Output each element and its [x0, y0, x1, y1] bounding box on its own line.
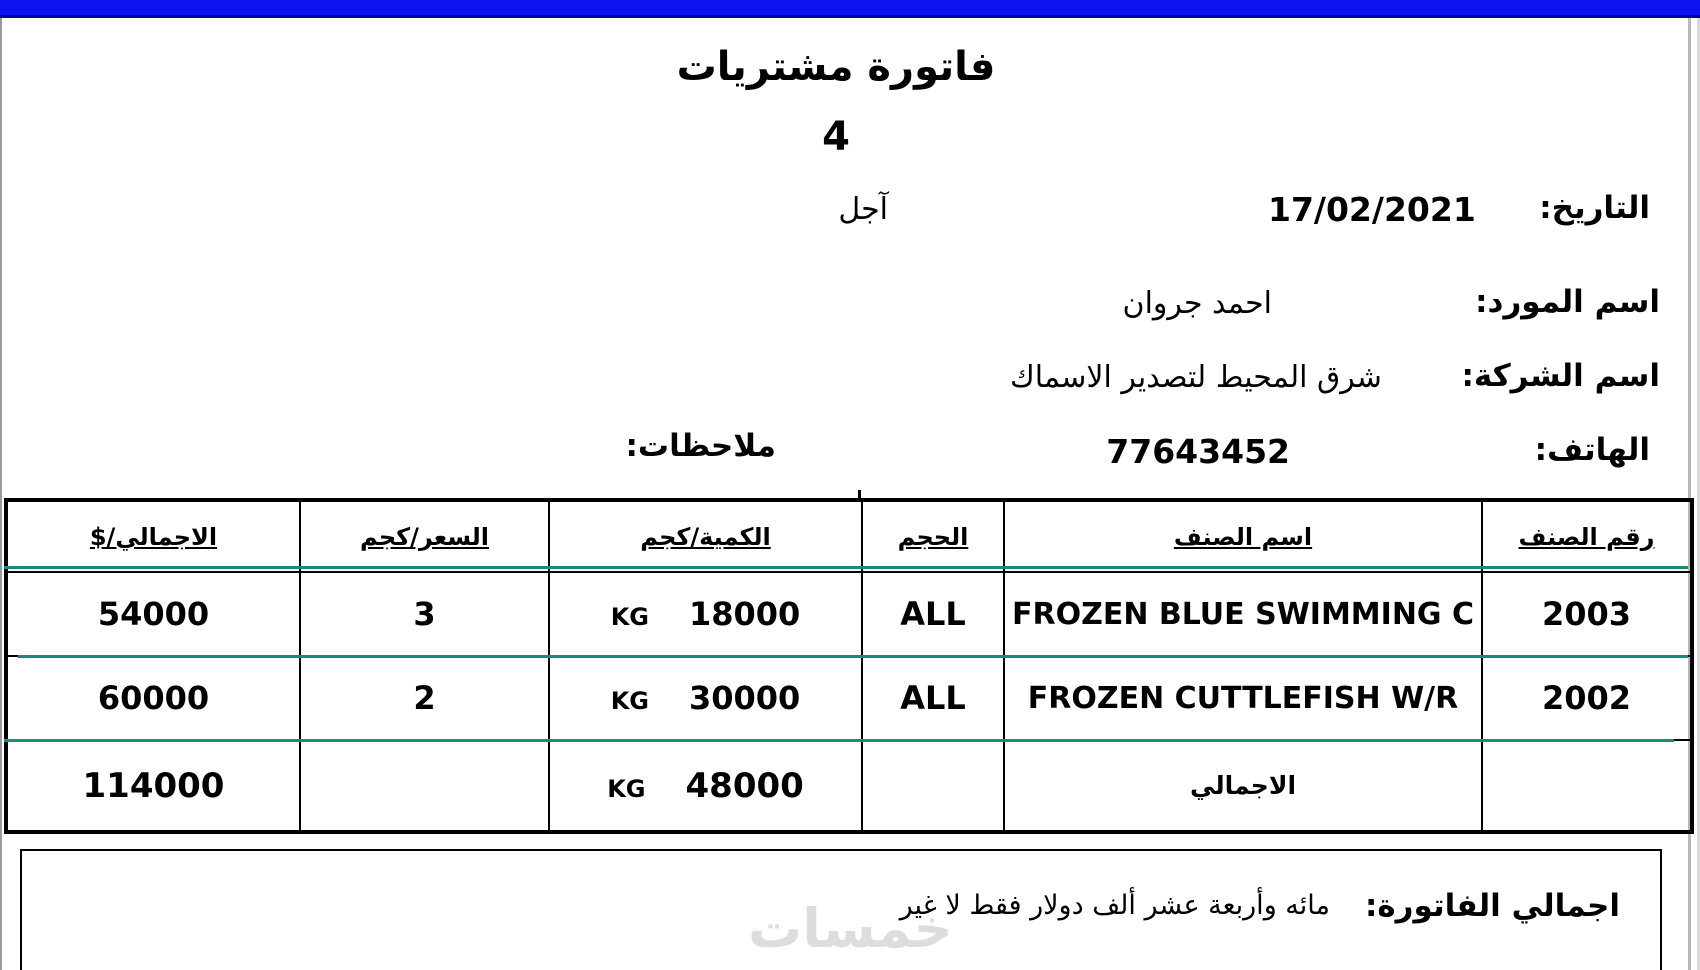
table-header-row: [6, 500, 1692, 572]
cell-unit: KG: [610, 687, 649, 715]
total-unit: KG: [607, 774, 646, 803]
summary-label: اجمالي الفاتورة:: [1364, 888, 1620, 924]
cell-total: 60000: [6, 656, 300, 740]
supplier-label: اسم المورد:: [1475, 284, 1660, 320]
phone-value: 77643452: [1106, 432, 1290, 471]
cell-size: ALL: [862, 572, 1004, 656]
company-value: شرق المحيط لتصدير الاسماك: [1010, 360, 1382, 395]
cell-qty: [549, 572, 862, 656]
items-table: [4, 498, 1694, 834]
payment-type: آجل: [838, 192, 888, 227]
table-row: [6, 572, 1692, 656]
cell-item-no: 2002: [1482, 656, 1692, 740]
cell-item-no: 2003: [1482, 572, 1692, 656]
total-price-empty: [300, 740, 549, 832]
notes-label: ملاحظات:: [625, 428, 776, 464]
table-row: [6, 656, 1692, 740]
company-label: اسم الشركة:: [1461, 358, 1660, 394]
header-total: الاجمالي/$: [6, 500, 300, 572]
supplier-value: احمد جروان: [1122, 286, 1272, 321]
header-price: السعر/كجم: [300, 500, 549, 572]
summary-amount-words: مائه وأربعة عشر ألف دولار فقط لا غير: [899, 890, 1330, 921]
header-item-no: رقم الصنف: [1482, 500, 1692, 572]
row-rule: [18, 655, 1688, 658]
total-qty: [549, 740, 862, 832]
cell-item-name: FROZEN CUTTLEFISH W/R: [1004, 656, 1482, 740]
cell-qty-value: 30000: [688, 679, 801, 717]
cell-size: ALL: [862, 656, 1004, 740]
grand-total: 114000: [6, 740, 300, 832]
header-item-name: اسم الصنف: [1004, 500, 1482, 572]
cell-qty: [549, 656, 862, 740]
watermark-logo: خمسات: [748, 897, 953, 960]
table-total-row: [6, 740, 1692, 832]
total-size-empty: [862, 740, 1004, 832]
invoice-number: 4: [822, 114, 850, 160]
header-qty: الكمية/كجم: [549, 500, 862, 572]
left-border: [0, 18, 2, 970]
cell-unit: KG: [610, 603, 649, 631]
header-size: الحجم: [862, 500, 1004, 572]
total-qty-value: 48000: [685, 765, 804, 806]
cell-total: 54000: [6, 572, 300, 656]
phone-label: الهاتف:: [1534, 432, 1650, 468]
row-rule: [4, 566, 1688, 569]
cell-item-name: FROZEN BLUE SWIMMING C: [1004, 572, 1482, 656]
date-label: التاريخ:: [1539, 190, 1650, 226]
date-value: 17/02/2021: [1268, 190, 1476, 229]
cell-price: 2: [300, 656, 549, 740]
row-rule: [4, 739, 1674, 742]
window-title-bar: [0, 0, 1700, 18]
cell-qty-value: 18000: [688, 595, 801, 633]
invoice-title: فاتورة مشتريات: [676, 44, 996, 90]
cell-price: 3: [300, 572, 549, 656]
total-empty-cell: [1482, 740, 1692, 832]
total-label: الاجمالي: [1004, 740, 1482, 832]
